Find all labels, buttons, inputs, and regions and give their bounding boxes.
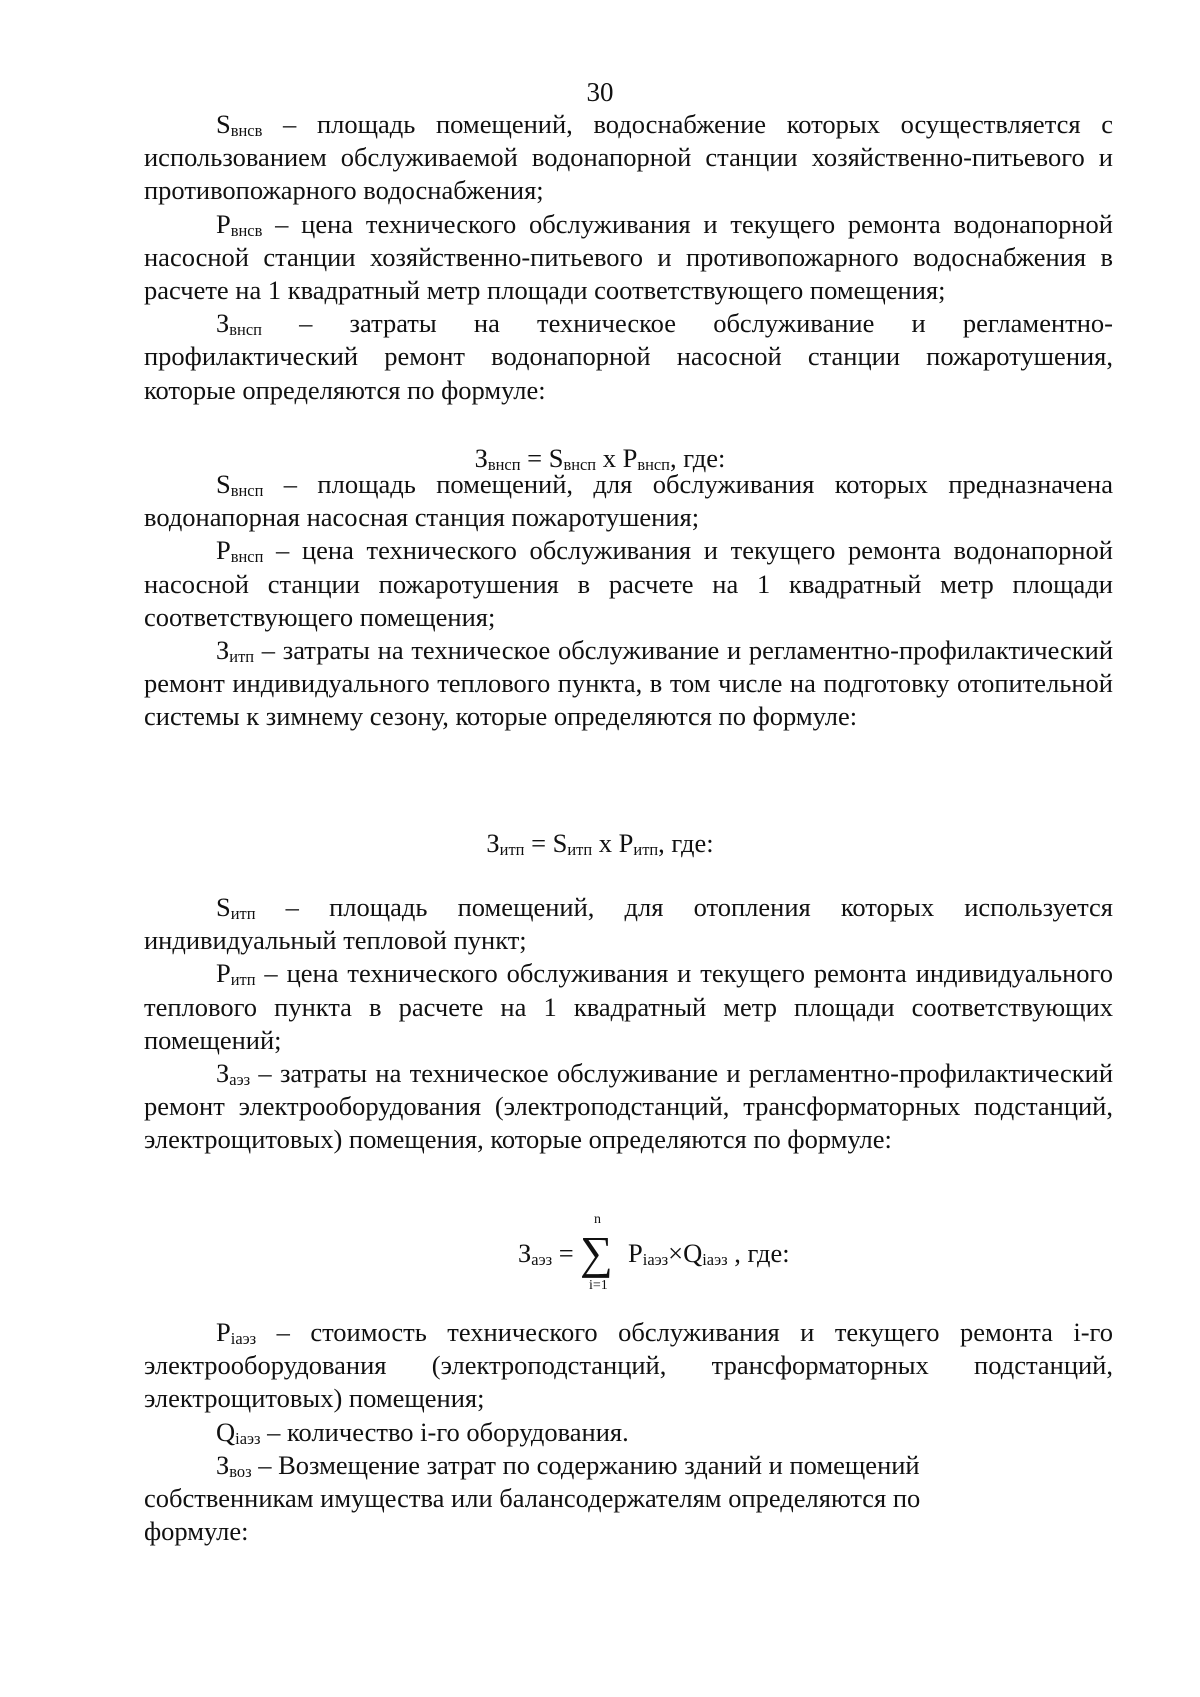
definition-text: – цена технического обслуживания и текущего ремонта водонапорной насосной станции пожаротушения в расчете на 1 квадратный метр площади соответствующего помещения;: [144, 535, 1113, 632]
formula-term-a-subscript: итп: [567, 839, 593, 859]
symbol: З: [216, 308, 230, 339]
definition-s-vnsv: [144, 108, 1113, 208]
symbol: P: [216, 958, 231, 989]
definition-text: – площадь помещений, водоснабжение которых осуществляется с использованием обслуживаемой водонапорной станции хозяйственно-питьевого и противопожарного водоснабжения;: [144, 109, 1113, 206]
definition-z-vnsp: [144, 307, 1113, 407]
definition-text: – цена технического обслуживания и текущего ремонта индивидуального теплового пункта в расчете на 1 квадратный метр площади соответствующих помещений;: [144, 958, 1113, 1055]
definition-text: – цена технического обслуживания и текущего ремонта водонапорной насосной станции хозяйственно-питьевого и противопожарного водоснабжения в расчете на 1 квадратный метр площади соответствующего помещения;: [144, 208, 1113, 306]
formula-lhs-symbol: З: [518, 1238, 532, 1268]
formula-term-b: P: [622, 443, 638, 473]
definition-z-voz: [144, 1449, 984, 1549]
symbol: P: [216, 208, 231, 239]
definition-q-iaez: [144, 1416, 1113, 1449]
symbol-subscript: внсв: [230, 220, 263, 240]
definition-z-aez: [144, 1057, 1113, 1157]
symbol-subscript: iаэз: [230, 1328, 257, 1348]
formula-operator: x: [592, 828, 619, 858]
formula-lhs-subscript: внсп: [487, 454, 521, 474]
times-sign: ×: [668, 1238, 684, 1268]
symbol-subscript: итп: [229, 646, 255, 666]
definition-p-iaez: [144, 1316, 1113, 1416]
page-number: 30: [586, 77, 614, 107]
text-block-3: [144, 891, 1113, 1157]
summation-icon: ∑: [580, 1227, 613, 1278]
definition-text: – стоимость технического обслуживания и текущего ремонта i-го электрооборудования (электроподстанций, трансформаторных подстанций, электрощитовых) помещения;: [144, 1317, 1113, 1414]
symbol: P: [216, 535, 231, 566]
formula-term-p-subscript: iаэз: [642, 1249, 669, 1269]
symbol: P: [216, 1317, 231, 1347]
definition-p-itp: [144, 957, 1113, 1057]
sum-lower-limit: i=1: [589, 1278, 608, 1293]
symbol: S: [216, 469, 231, 499]
formula-term-q-subscript: iаэз: [702, 1249, 728, 1269]
definition-text: – Возмещение затрат по содержанию зданий и помещений собственникам имущества или балансодержателям определяются по формуле:: [144, 1449, 921, 1547]
formula-tail: , где:: [727, 1238, 790, 1268]
symbol-subscript: аэз: [229, 1069, 251, 1089]
formula-lhs-subscript: аэз: [531, 1249, 553, 1269]
formula-lhs: [518, 1238, 574, 1269]
formula-tail: , где:: [658, 828, 714, 858]
definition-s-vnsp: [144, 468, 1113, 534]
definition-z-itp: [144, 634, 1113, 734]
definition-text: – затраты на техническое обслуживание и регламентно-профилактический ремонт индивидуального теплового пункта, в том числе на подготовку отопительной системы к зимнему сезону, которые определяются по формуле:: [144, 635, 1113, 732]
symbol: S: [216, 892, 231, 922]
definition-text: – затраты на техническое обслуживание и регламентно-профилактический ремонт водонапорной насосной станции пожаротушения, которые определяются по формуле:: [144, 308, 1113, 405]
formula-term-b: P: [618, 828, 634, 858]
symbol: S: [216, 109, 231, 139]
symbol-subscript: внсв: [230, 120, 263, 140]
sum-upper-limit: n: [594, 1212, 601, 1227]
symbol-subscript: iаэз: [235, 1428, 261, 1448]
symbol-subscript: внсп: [230, 480, 264, 500]
formula-term-b-subscript: итп: [633, 839, 659, 859]
formula-rhs: [628, 1238, 790, 1269]
symbol-subscript: итп: [230, 903, 256, 923]
definition-p-vnsv: [144, 208, 1113, 308]
formula-tail: , где:: [669, 443, 726, 473]
symbol: З: [216, 635, 230, 666]
definition-text: – затраты на техническое обслуживание и регламентно-профилактический ремонт электрооборудования (электроподстанций, трансформаторных подстанций, электрощитовых) помещения, которые определяются по формуле:: [144, 1058, 1113, 1155]
text-block-1: [144, 108, 1113, 407]
definition-text: – площадь помещений, для отопления которых используется индивидуальный тепловой пункт;: [144, 892, 1113, 956]
formula-term-b-subscript: внсп: [637, 454, 670, 474]
symbol-subscript: итп: [230, 970, 256, 990]
formula-z-itp: $З_{итп} = S_{итп}$ x $P_{итп}$, где:: [486, 828, 714, 859]
formula-lhs: З: [486, 828, 500, 858]
definition-text: – количество i-го оборудования.: [260, 1416, 629, 1447]
formula-term-p: P: [628, 1238, 643, 1268]
symbol: З: [216, 1058, 230, 1089]
formula-term-a: S: [548, 443, 564, 473]
definition-text: – площадь помещений, для обслуживания которых предназначена водонапорная насосная станция пожаротушения;: [144, 469, 1113, 533]
equals-sign: =: [558, 1238, 574, 1268]
definition-s-itp: [144, 891, 1113, 957]
symbol-subscript: внсп: [230, 547, 264, 567]
formula-z-vnsp: $З_{внсп} = S_{внсп}$ x $P_{внсп}$, где:: [474, 443, 726, 474]
text-block-4: [144, 1316, 1113, 1548]
formula-term-a: S: [552, 828, 568, 858]
symbol: Q: [216, 1416, 236, 1447]
formula-term-q: Q: [683, 1238, 703, 1268]
formula-lhs: З: [474, 443, 488, 473]
formula-operator: x: [596, 443, 623, 473]
symbol: З: [216, 1449, 230, 1480]
formula-lhs-subscript: итп: [499, 839, 525, 859]
symbol-subscript: воз: [229, 1461, 252, 1481]
definition-p-vnsp: [144, 534, 1113, 634]
formula-term-a-subscript: внсп: [563, 454, 597, 474]
symbol-subscript: внсп: [229, 320, 262, 340]
text-block-2: [144, 468, 1113, 734]
